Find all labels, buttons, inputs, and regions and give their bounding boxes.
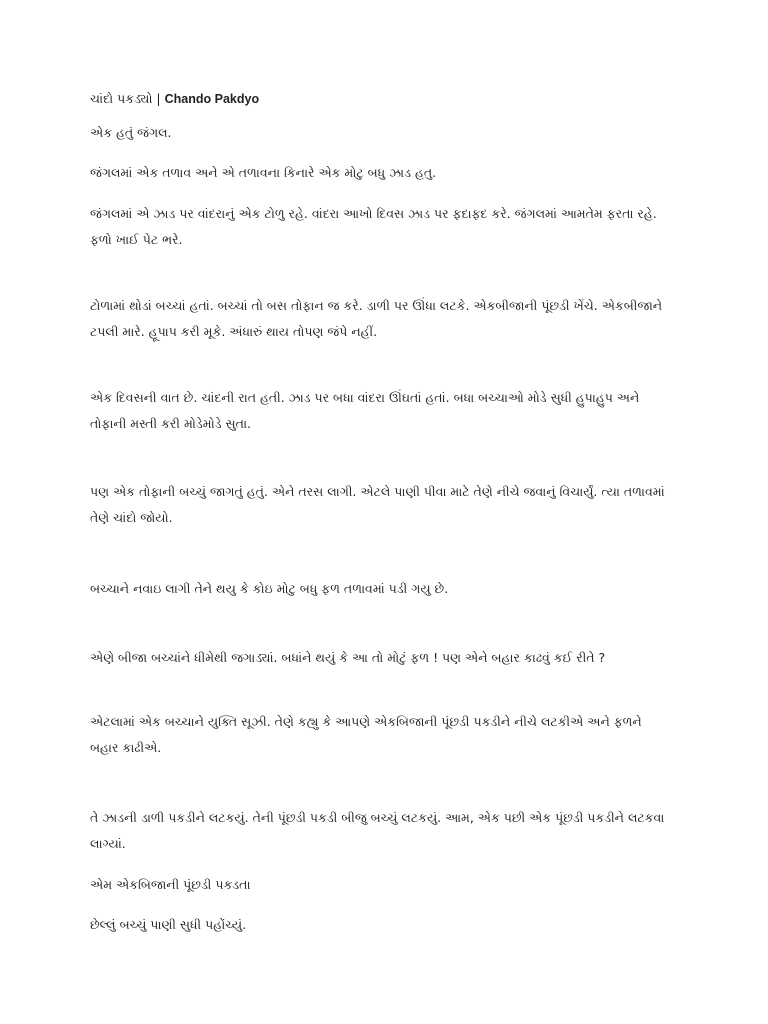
paragraph: છેલ્લું બચ્ચું પાણી સુધી પહોંચ્યું. [90, 917, 247, 932]
title-gujarati: ચાંદો પકડ્યો [90, 91, 153, 106]
paragraph: એટલામાં એક બચ્ચાને યુક્તિ સૂઝી. તેણે કહ્યુ કે આપણે એકબિજાની પૂંછડી પકડીને નીચે લટકીએ અને ફળને બહાર કાઢીએ. [90, 714, 642, 755]
paragraph: એક હતું જંગલ. [90, 125, 172, 140]
paragraph: જંગલમાં એક તળાવ અને એ તળાવના કિનારે એક મોટુ બધુ ઝાડ હતુ. [90, 165, 437, 180]
paragraph: ટોળામાં થોડાં બચ્ચાં હતાં. બચ્ચાં તો બસ તોફાન જ કરે. ડાળી પર ઊંધા લટકે. એકબીજાની પૂંછડી ખેંચે. એકબીજાને ટપલી મારે. હૂપાપ કરી મૂકે. અંધારું થાય તોપણ જંપે નહીં. [90, 298, 663, 339]
paragraph: એક દિવસની વાત છે. ચાંદની રાત હતી. ઝાડ પર બધા વાંદરા ઊંઘતાં હતાં. બધા બચ્ચાઓ મોડે સુધી હુપાહુપ અને તોફાની મસ્તી કરી મોડેમોડે સુતા. [90, 390, 640, 431]
title-separator: | [152, 91, 165, 106]
paragraph: બચ્ચાને નવાઇ લાગી તેને થયુ કે કોઇ મોટુ બધુ ફળ તળાવમાં પડી ગયુ છે. [90, 581, 449, 596]
paragraph: પણ એક તોફાની બચ્ચું જાગતું હતું. એને તરસ લાગી. એટલે પાણી પીવા માટે તેણે નીચે જવાનું વિચાર્યું. ત્યા તળાવમાં તેણે ચાંદો જોયો. [90, 484, 665, 525]
document-title [90, 86, 665, 112]
paragraph: એમ એકબિજાની પૂંછડી પકડતા [90, 877, 251, 892]
paragraph: એણે બીજા બચ્ચાંને ધીમેથી જગાડ્યાં. બધાંને થયું કે આ તો મોટું ફળ ! પણ એને બહાર કાઢવું કઈ રીતે ? [90, 650, 606, 665]
paragraph: જંગલમાં એ ઝાડ પર વાંદરાનું એક ટોળુ રહે. વાંદરા આખો દિવસ ઝાડ પર ફદાફદ કરે. જંગલમાં આમતેમ ફરતા રહે. ફળો ખાઈ પેટ ભરે. [90, 206, 657, 247]
paragraph: તે ઝાડની ડાળી પકડીને લટકયું. તેની પૂંછડી પકડી બીજુ બચ્ચું લટકયું. આમ, એક પછી એક પૂંછડી પકડીને લટકવા લાગ્યાં. [90, 810, 665, 851]
title-english: Chando Pakdyo [164, 92, 260, 106]
